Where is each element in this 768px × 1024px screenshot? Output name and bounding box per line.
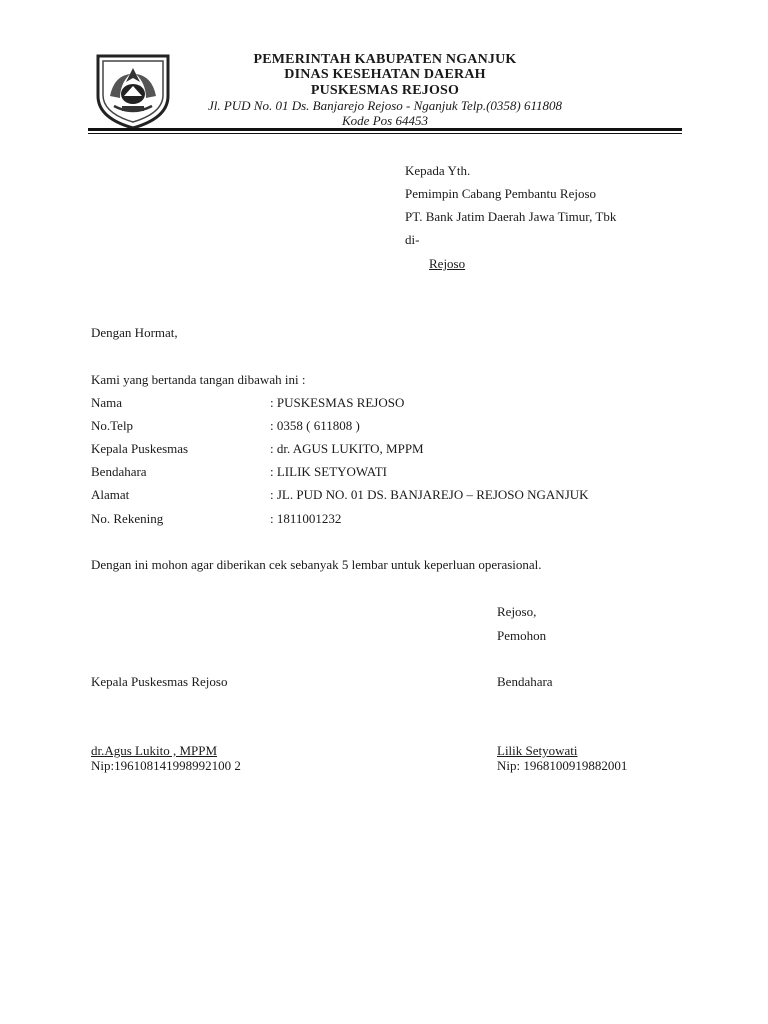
closing-applicant: Pemohon <box>497 628 547 643</box>
recipient-line4: di- <box>405 232 420 247</box>
field-value-account: : 1811001232 <box>270 511 342 526</box>
signatory-left-title: Kepala Puskesmas Rejoso <box>91 674 228 689</box>
field-value-head: : dr. AGUS LUKITO, MPPM <box>270 441 424 456</box>
field-label-name: Nama <box>91 395 123 410</box>
letterhead-rule-thick <box>88 128 682 131</box>
signatory-right-name: Lilik Setyowati <box>497 743 578 758</box>
signatory-left-name: dr.Agus Lukito , MPPM <box>91 743 218 758</box>
field-value-phone: : 0358 ( 611808 ) <box>270 418 360 433</box>
signatory-right-nip: Nip: 1968100919882001 <box>497 758 628 773</box>
letterhead-postal-code: Kode Pos 64453 <box>342 113 428 128</box>
intro-sentence: Kami yang bertanda tangan dibawah ini : <box>91 372 306 387</box>
recipient-place: Rejoso <box>429 256 466 271</box>
signatory-right-title: Bendahara <box>497 674 553 689</box>
field-value-address: : JL. PUD NO. 01 DS. BANJAREJO – REJOSO NGANJUK <box>270 487 589 502</box>
letterhead-address: Jl. PUD No. 01 Ds. Banjarejo Rejoso - Nganjuk Telp.(0358) 611808 <box>207 98 563 113</box>
greeting: Dengan Hormat, <box>91 325 178 340</box>
letterhead-line2: DINAS KESEHATAN DAERAH <box>284 67 486 82</box>
letterhead-line1: PEMERINTAH KABUPATEN NGANJUK <box>253 52 517 67</box>
field-label-treasurer: Bendahara <box>91 464 147 479</box>
signatory-left-nip: Nip:196108141998992100 2 <box>91 758 241 773</box>
recipient-line1: Kepada Yth. <box>405 163 471 178</box>
recipient-line2: Pemimpin Cabang Pembantu Rejoso <box>405 186 597 201</box>
field-value-name: : PUSKESMAS REJOSO <box>270 395 405 410</box>
letterhead-rule-thin <box>88 133 682 134</box>
field-label-account: No. Rekening <box>91 511 164 526</box>
field-label-phone: No.Telp <box>91 418 134 433</box>
request-sentence: Dengan ini mohon agar diberikan cek sebanyak 5 lembar untuk keperluan operasional. <box>91 557 542 572</box>
recipient-line3: PT. Bank Jatim Daerah Jawa Timur, Tbk <box>405 209 617 224</box>
field-value-treasurer: : LILIK SETYOWATI <box>270 464 387 479</box>
closing-place: Rejoso, <box>497 604 537 619</box>
field-label-address: Alamat <box>91 487 130 502</box>
field-label-head: Kepala Puskesmas <box>91 441 189 456</box>
letterhead-line3: PUSKESMAS REJOSO <box>310 83 460 98</box>
